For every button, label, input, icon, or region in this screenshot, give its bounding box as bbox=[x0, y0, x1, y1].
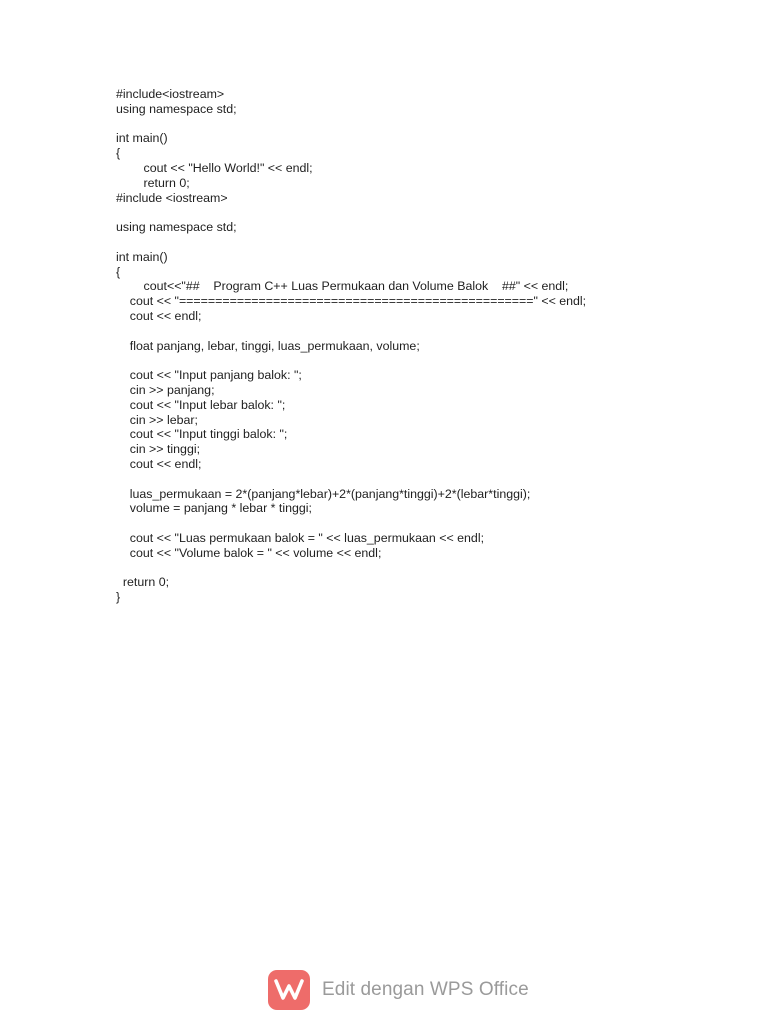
code-line bbox=[116, 516, 586, 531]
code-line: using namespace std; bbox=[116, 101, 237, 116]
code-line: cout << endl; bbox=[116, 308, 202, 323]
code-line: #include<iostream> bbox=[116, 87, 225, 101]
code-line bbox=[116, 205, 586, 220]
code-line: cin >> panjang; bbox=[116, 382, 215, 397]
code-line: cout << "=================================================" << endl; bbox=[116, 294, 587, 309]
code-line: cout << "Luas permukaan balok = " << luas_permukaan << endl; bbox=[116, 530, 485, 545]
code-line bbox=[116, 472, 586, 487]
code-line: int main() bbox=[116, 131, 168, 146]
code-line bbox=[116, 117, 586, 132]
code-line: int main() bbox=[116, 249, 168, 264]
code-line: float panjang, lebar, tinggi, luas_permukaan, volume; bbox=[116, 338, 420, 353]
code-line: cout << "Hello World!" << endl; bbox=[116, 160, 313, 175]
code-line: luas_permukaan = 2*(panjang*lebar)+2*(panjang*tinggi)+2*(lebar*tinggi); bbox=[116, 486, 531, 501]
code-line: cin >> lebar; bbox=[116, 412, 198, 427]
code-line: { bbox=[116, 146, 121, 161]
code-line: return 0; bbox=[116, 575, 170, 590]
code-line: } bbox=[116, 590, 121, 605]
code-line: cin >> tinggi; bbox=[116, 442, 201, 457]
code-line: cout << "Volume balok = " << volume << endl; bbox=[116, 545, 382, 560]
code-line: { bbox=[116, 264, 121, 279]
code-line: cout<<"## Program C++ Luas Permukaan dan Volume Balok ##" << endl; bbox=[116, 279, 569, 294]
code-line: cout << "Input lebar balok: "; bbox=[116, 397, 286, 412]
code-line: cout << endl; bbox=[116, 456, 202, 471]
edit-with-wps-office-button[interactable] bbox=[268, 970, 529, 1010]
code-line: cout << "Input tinggi balok: "; bbox=[116, 427, 288, 442]
code-line: #include <iostream> bbox=[116, 190, 228, 205]
code-line bbox=[116, 235, 586, 250]
code-line: cout << "Input panjang balok: "; bbox=[116, 368, 302, 383]
code-line: volume = panjang * lebar * tinggi; bbox=[116, 501, 312, 516]
code-line: using namespace std; bbox=[116, 220, 237, 235]
code-line bbox=[116, 353, 586, 368]
code-line bbox=[116, 561, 586, 576]
wps-office-logo-icon bbox=[268, 970, 310, 1010]
code-line: return 0; bbox=[116, 175, 190, 190]
edit-with-wps-office-label: Edit dengan WPS Office bbox=[322, 979, 529, 1000]
code-text-block bbox=[116, 87, 586, 605]
code-line bbox=[116, 324, 586, 339]
